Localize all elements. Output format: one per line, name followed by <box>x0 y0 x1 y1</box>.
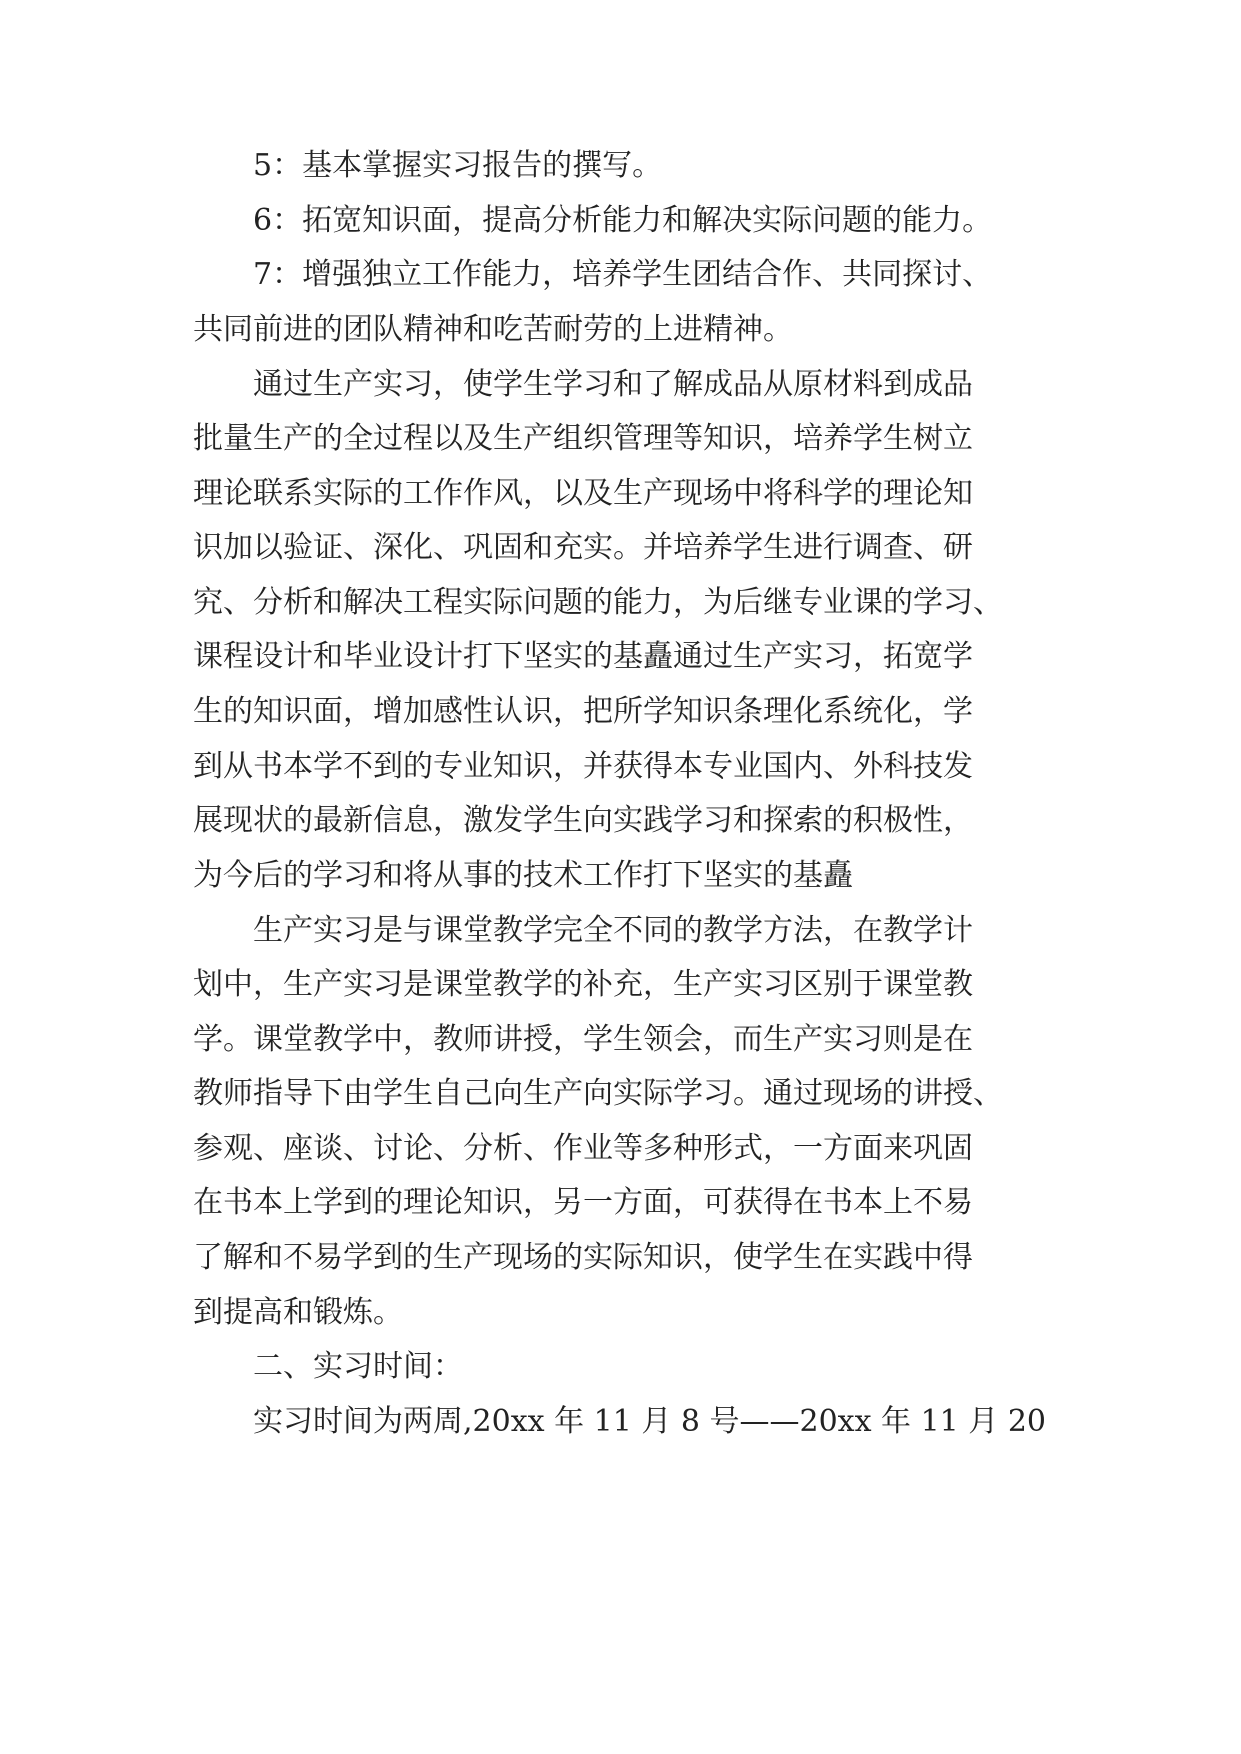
text-line: 教师指导下由学生自己向生产向实际学习。通过现场的讲授、 <box>193 1076 1003 1111</box>
list-item-5: 5：基本掌握实习报告的撰写。 <box>253 148 663 183</box>
list-item-7: 7：增强独立工作能力，培养学生团结合作、共同探讨、 <box>253 257 993 292</box>
text-line: 到提高和锻炼。 <box>193 1295 403 1330</box>
text-line: 到从书本学不到的专业知识，并获得本专业国内、外科技发 <box>193 749 973 784</box>
paragraph-start: 通过生产实习，使学生学习和了解成品从原材料到成品 <box>253 367 973 402</box>
text-line: 课程设计和毕业设计打下坚实的基矗通过生产实习，拓宽学 <box>193 639 973 674</box>
text-line: 理论联系实际的工作作风，以及生产现场中将科学的理论知 <box>193 476 973 511</box>
text-line: 为今后的学习和将从事的技术工作打下坚实的基矗 <box>193 858 853 893</box>
list-item-6: 6：拓宽知识面，提高分析能力和解决实际问题的能力。 <box>253 203 993 238</box>
text-line: 划中，生产实习是课堂教学的补充，生产实习区别于课堂教 <box>193 967 973 1002</box>
text-line: 识加以验证、深化、巩固和充实。并培养学生进行调查、研 <box>193 530 973 565</box>
text-line: 展现状的最新信息，激发学生向实践学习和探索的积极性， <box>193 803 973 838</box>
text-line: 批量生产的全过程以及生产组织管理等知识，培养学生树立 <box>193 421 973 456</box>
paragraph-start: 生产实习是与课堂教学完全不同的教学方法，在教学计 <box>253 913 973 948</box>
paragraph-start: 实习时间为两周,20xx 年 11 月 8 号——20xx 年 11 月 20 <box>253 1404 1046 1439</box>
text-line: 了解和不易学到的生产现场的实际知识，使学生在实践中得 <box>193 1240 973 1275</box>
text-line: 在书本上学到的理论知识，另一方面，可获得在书本上不易 <box>193 1185 973 1220</box>
text-line: 参观、座谈、讨论、分析、作业等多种形式，一方面来巩固 <box>193 1131 973 1166</box>
section-heading: 二、实习时间： <box>253 1349 463 1384</box>
text-line: 究、分析和解决工程实际问题的能力，为后继专业课的学习、 <box>193 585 1003 620</box>
text-line: 学。课堂教学中，教师讲授，学生领会，而生产实习则是在 <box>193 1022 973 1057</box>
text-line: 共同前进的团队精神和吃苦耐劳的上进精神。 <box>193 312 793 347</box>
text-line: 生的知识面，增加感性认识，把所学知识条理化系统化，学 <box>193 694 973 729</box>
